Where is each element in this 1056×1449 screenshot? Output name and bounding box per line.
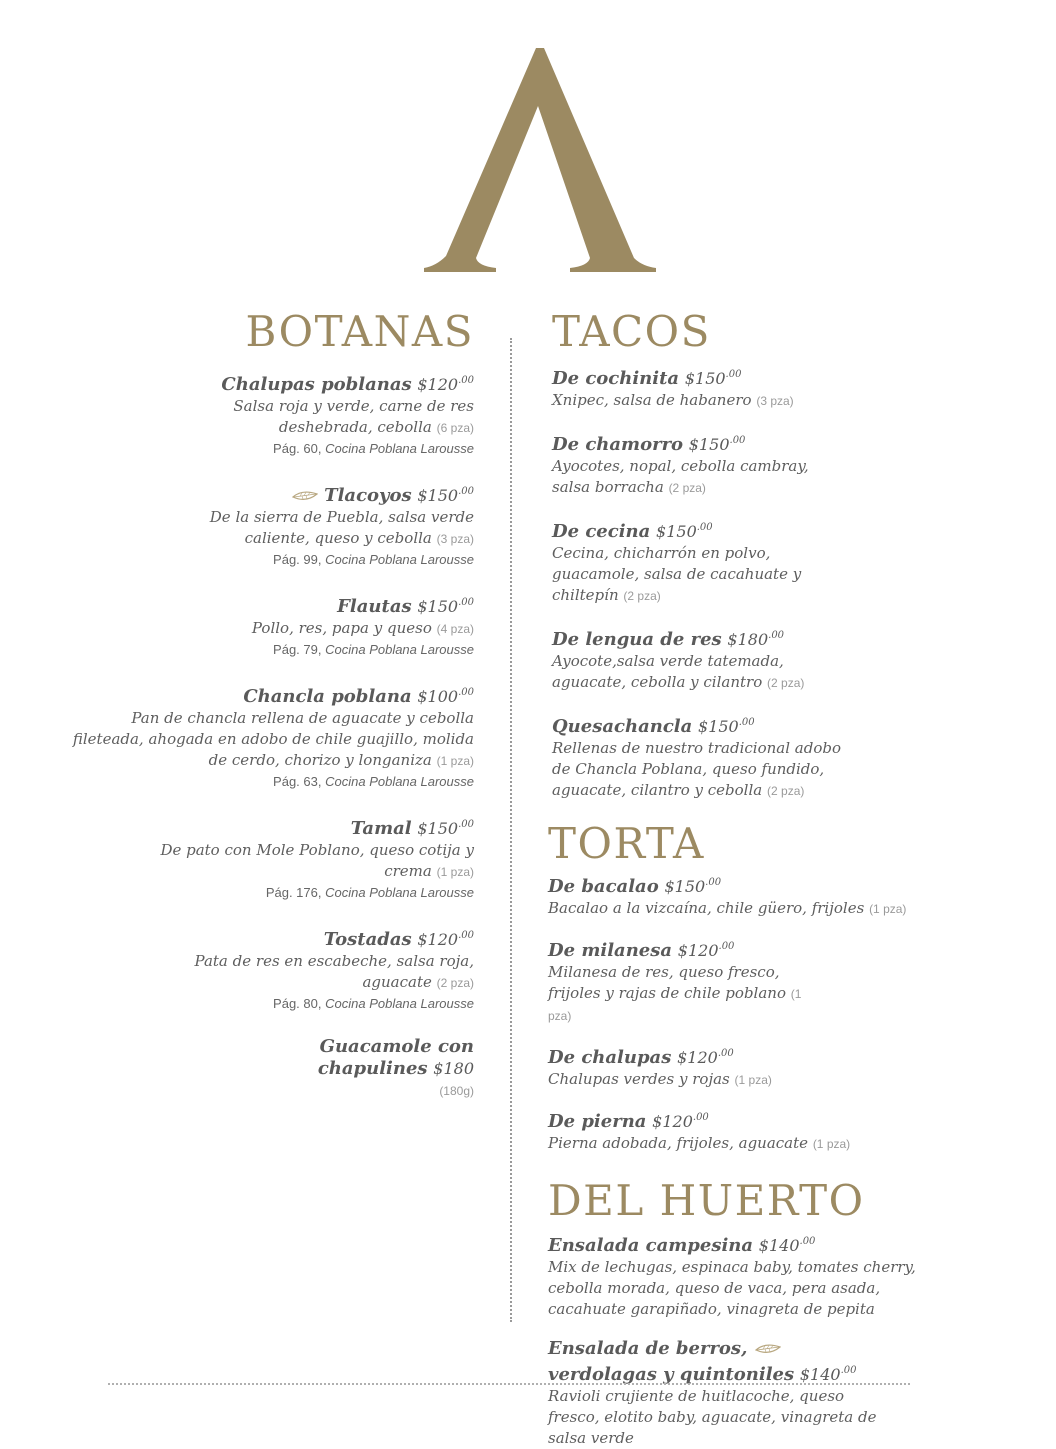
section-title-del-huerto: DEL HUERTO	[548, 1176, 865, 1225]
leaf-icon	[755, 1342, 781, 1356]
column-divider	[510, 338, 512, 1322]
item-name: De bacalao	[548, 876, 659, 897]
item-description: Cecina, chicharrón en polvo, guacamole, salsa de cacahuate y chiltepín	[552, 544, 802, 604]
item-quantity: (6 pza)	[436, 421, 474, 435]
menu-item	[150, 481, 474, 570]
item-price: $120	[677, 941, 719, 960]
menu-item	[150, 370, 474, 459]
item-price-cents: .00	[840, 1365, 857, 1376]
item-quantity: (3 pza)	[756, 394, 794, 408]
item-price: $120	[417, 375, 459, 394]
item-description: Ravioli crujiente de huitlacoche, queso fresco, elotito baby, aguacate, vinagreta de salsa verde	[548, 1387, 877, 1447]
item-price: $150	[656, 522, 697, 541]
item-name: De chalupas	[548, 1047, 672, 1068]
item-price-cents: .00	[768, 630, 785, 641]
right-menu-column	[548, 307, 952, 1449]
item-quantity: (2 pza)	[767, 676, 805, 690]
item-price-cents: .00	[458, 930, 474, 941]
item-quantity: (3 pza)	[436, 532, 474, 546]
section-title-torta: TORTA	[548, 819, 705, 868]
item-quantity: (180g)	[439, 1084, 474, 1098]
item-price: $120	[652, 1112, 693, 1131]
item-name: De cochinita	[552, 368, 680, 389]
item-price: $150	[698, 717, 739, 736]
menu-item	[548, 1107, 952, 1155]
item-name: Chancla poblana	[243, 686, 412, 707]
item-name: Flautas	[337, 596, 412, 617]
section-title-tacos: TACOS	[552, 307, 711, 356]
item-price-cents: .00	[696, 522, 713, 533]
item-name-continued: chapulines	[317, 1058, 428, 1079]
item-price: $120	[677, 1048, 718, 1067]
item-quantity: (2 pza)	[668, 481, 706, 495]
menu-item	[150, 1036, 474, 1102]
item-price: $150	[664, 877, 706, 896]
item-price: $180	[727, 630, 769, 649]
item-price: $150	[417, 819, 459, 838]
item-price-cents: .00	[717, 1048, 734, 1059]
item-name: De lengua de res	[552, 629, 722, 650]
item-description: Pierna adobada, frijoles, aguacate	[548, 1134, 809, 1152]
item-price-cents: .00	[718, 941, 735, 952]
item-price-cents: .00	[729, 435, 746, 446]
bottom-dotted-rule	[108, 1383, 910, 1385]
item-name: De cecina	[552, 521, 651, 542]
item-name: De chamorro	[552, 434, 684, 455]
item-quantity: (2 pza)	[767, 784, 805, 798]
item-description: Xnipec, salsa de habanero	[552, 391, 752, 409]
item-name: Guacamole con	[319, 1036, 474, 1057]
item-price-cents: .00	[458, 687, 474, 698]
item-name-continued: verdolagas y quintoniles	[548, 1364, 795, 1385]
leaf-icon	[292, 489, 318, 503]
item-book-reference: Pág. 99, Cocina Poblana Larousse	[273, 552, 474, 567]
item-price: $150	[417, 486, 459, 505]
item-description: Ayocotes, nopal, cebolla cambray, salsa borracha	[552, 457, 809, 496]
menu-item	[552, 517, 852, 607]
botanas-column	[72, 307, 474, 1102]
item-book-reference: Pág. 80, Cocina Poblana Larousse	[273, 996, 474, 1011]
menu-item	[150, 814, 474, 903]
item-price: $100	[417, 687, 459, 706]
item-quantity: (1 pza)	[436, 754, 474, 768]
item-description: Salsa roja y verde, carne de res deshebrada, cebolla	[233, 397, 474, 436]
item-price: $150	[688, 435, 730, 454]
item-book-reference: Pág. 79, Cocina Poblana Larousse	[273, 642, 474, 657]
menu-item	[548, 1231, 920, 1320]
section-title-botanas: BOTANAS	[245, 307, 474, 356]
item-quantity: (2 pza)	[436, 976, 474, 990]
menu-item	[150, 925, 474, 1014]
item-description: Pollo, res, papa y queso	[251, 619, 432, 637]
item-price: $140	[758, 1236, 800, 1255]
item-quantity: (4 pza)	[436, 622, 474, 636]
restaurant-logo-lambda	[420, 44, 660, 276]
item-name: Ensalada de berros,	[548, 1338, 748, 1359]
item-price-cents: .00	[725, 369, 742, 380]
item-book-reference: Pág. 60, Cocina Poblana Larousse	[273, 441, 474, 456]
item-quantity: (1 pza)	[734, 1073, 772, 1087]
item-quantity: (1 pza)	[869, 902, 907, 916]
item-quantity: (2 pza)	[623, 589, 661, 603]
item-price-cents: .00	[458, 486, 474, 497]
item-quantity: (1 pza)	[436, 865, 474, 879]
menu-item	[72, 682, 474, 792]
item-name: De milanesa	[548, 940, 673, 961]
item-description: Pata de res en escabeche, salsa roja, aguacate	[194, 952, 474, 991]
item-name: Tamal	[350, 818, 412, 839]
item-description: Ayocote,salsa verde tatemada, aguacate, cebolla y cilantro	[552, 652, 784, 691]
item-price-cents: .00	[458, 819, 474, 830]
item-book-reference: Pág. 63, Cocina Poblana Larousse	[273, 774, 474, 789]
menu-item	[552, 625, 812, 694]
menu-item	[150, 592, 474, 660]
item-description: Mix de lechugas, espinaca baby, tomates cherry, cebolla morada, queso de vaca, pera asada, cacahuate garapiñado, vinagreta de pepita	[548, 1258, 916, 1318]
item-price-cents: .00	[692, 1112, 709, 1123]
item-price-cents: .00	[458, 375, 474, 386]
item-description: Pan de chancla rellena de aguacate y cebolla fileteada, ahogada en adobo de chile guajillo, molida de cerdo, chorizo y longaniza	[72, 709, 474, 769]
item-price: $150	[417, 597, 459, 616]
item-description: De la sierra de Puebla, salsa verde caliente, queso y cebolla	[209, 508, 474, 547]
item-price: $140	[799, 1365, 841, 1384]
item-price: $120	[417, 930, 459, 949]
item-price: $180	[433, 1059, 474, 1078]
item-quantity: (1 pza)	[548, 987, 802, 1023]
item-description: Bacalao a la vizcaína, chile güero, frijoles	[548, 899, 865, 917]
menu-item	[552, 430, 812, 499]
item-price-cents: .00	[458, 597, 474, 608]
item-name: Chalupas poblanas	[221, 374, 412, 395]
item-name: Tlacoyos	[324, 485, 412, 506]
item-name: De pierna	[548, 1111, 647, 1132]
item-book-reference: Pág. 176, Cocina Poblana Larousse	[265, 885, 474, 900]
item-price: $150	[684, 369, 726, 388]
item-name: Tostadas	[323, 929, 412, 950]
menu-item	[548, 1338, 878, 1449]
item-price-cents: .00	[799, 1236, 816, 1247]
item-description: Chalupas verdes y rojas	[548, 1070, 730, 1088]
item-price-cents: .00	[738, 717, 755, 728]
menu-item	[552, 712, 852, 802]
item-description: Milanesa de res, queso fresco, frijoles y rajas de chile poblano	[548, 963, 786, 1002]
item-description: Rellenas de nuestro tradicional adobo de Chancla Poblana, queso fundido, aguacate, cilantro y cebolla	[552, 739, 841, 799]
item-quantity: (1 pza)	[812, 1137, 851, 1151]
item-description: De pato con Mole Poblano, queso cotija y crema	[160, 841, 474, 880]
menu-item	[548, 936, 818, 1027]
item-price-cents: .00	[705, 877, 722, 888]
menu-item	[548, 872, 952, 920]
item-name: Ensalada campesina	[548, 1235, 754, 1256]
item-name: Quesachancla	[552, 716, 693, 737]
menu-item	[548, 1043, 952, 1091]
menu-item	[552, 364, 952, 412]
